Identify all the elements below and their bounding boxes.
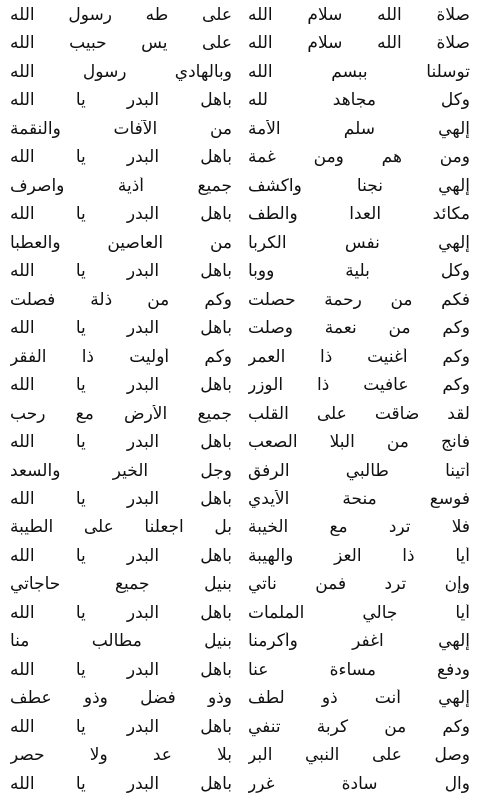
right-verse-line: إلهي أنت ذو لطف — [248, 689, 470, 709]
right-verse-line: وكم أغنيت ذا العمر — [248, 347, 470, 367]
right-verse-line: صلاة الله سلام الله — [248, 6, 470, 25]
left-verse-line: بأهل البدر يا الله — [10, 148, 232, 168]
left-verse-line: بأهل البدر يا الله — [10, 546, 232, 566]
left-verse-line: بأهل البدر يا الله — [10, 205, 232, 225]
left-verse-line: على طه رسول الله — [10, 6, 232, 25]
right-verse-line: وكل بلية ووبا — [248, 262, 470, 282]
right-verse-line: وإن ترد فمن نأتي — [248, 575, 470, 595]
left-verse-line: جميع أذية واصرف — [10, 176, 232, 196]
left-verse-line: بأهل البدر يا الله — [10, 660, 232, 680]
left-verse-line: وذو فضل وذو عطف — [10, 689, 232, 709]
right-verse-line: فوسع منحة الأيدي — [248, 489, 470, 509]
left-verse-line: بأهل البدر يا الله — [10, 262, 232, 282]
right-verse-line: وكل مجاهد لله — [248, 91, 470, 111]
left-verse-line: بأهل البدر يا الله — [10, 319, 232, 339]
left-verse-line: جميع الأرض مع رحب — [10, 404, 232, 424]
left-verse-line: وجل الخير والسعد — [10, 461, 232, 481]
right-verse-line: أتينا طالبي الرفق — [248, 461, 470, 481]
right-verse-line: إلهي نجنا واكشف — [248, 176, 470, 196]
left-verse-line: بنيل جميع حاجاتي — [10, 575, 232, 595]
left-verse-line: بأهل البدر يا الله — [10, 603, 232, 623]
left-verse-line: بأهل البدر يا الله — [10, 717, 232, 737]
left-verse-line: بأهل البدر يا الله — [10, 433, 232, 453]
left-verse-line: بأهل البدر يا الله — [10, 489, 232, 509]
right-verse-line: فكم من رحمة حصلت — [248, 290, 470, 310]
right-verse-line: إلهي سلم الأمة — [248, 119, 470, 139]
right-verse-line: ومن هم ومن غمة — [248, 148, 470, 168]
right-verse-line: لقد ضاقت على القلب — [248, 404, 470, 424]
right-verse-line: وكم من كربة تنفي — [248, 717, 470, 737]
left-verse-line: من العاصين والعطبا — [10, 233, 232, 253]
right-verse-line: أيا جالي الملمات — [248, 603, 470, 623]
right-verse-line: وصل على النبي البر — [248, 746, 470, 766]
right-verse-line: توسلنا ببسم الله — [248, 62, 470, 82]
right-verse-line: إلهي نفس الكربا — [248, 233, 470, 253]
poem-right-column — [248, 6, 470, 794]
poem-left-column — [10, 6, 232, 794]
right-verse-line: أيا ذا العز والهيبة — [248, 546, 470, 566]
left-verse-line: من الآفات والنقمة — [10, 119, 232, 139]
right-verse-line: وكم من نعمة وصلت — [248, 319, 470, 339]
left-verse-line: بأهل البدر يا الله — [10, 376, 232, 396]
right-verse-line: فلا ترد مع الخيبة — [248, 518, 470, 538]
left-verse-line: بأهل البدر يا الله — [10, 774, 232, 794]
right-verse-line: مكائد العدا والطف — [248, 205, 470, 225]
right-verse-line: ودفع مساءة عنا — [248, 660, 470, 680]
left-verse-line: وكم من ذلة فصلت — [10, 290, 232, 310]
left-verse-line: وبالهادي رسول الله — [10, 62, 232, 82]
right-verse-line: إلهي اغفر وأكرمنا — [248, 632, 470, 652]
left-verse-line: وكم أوليت ذا الفقر — [10, 347, 232, 367]
left-verse-line: بنيل مطالب منا — [10, 632, 232, 652]
left-verse-line: بأهل البدر يا الله — [10, 91, 232, 111]
left-verse-line: على يس حبيب الله — [10, 34, 232, 54]
right-verse-line: وكم عافيت ذا الوزر — [248, 376, 470, 396]
right-verse-line: فأنج من البلا الصعب — [248, 433, 470, 453]
right-verse-line: وآل سادة غرر — [248, 774, 470, 794]
right-verse-line: صلاة الله سلام الله — [248, 34, 470, 54]
left-verse-line: بل اجعلنا على الطيبة — [10, 518, 232, 538]
left-verse-line: بلا عد ولا حصر — [10, 746, 232, 766]
